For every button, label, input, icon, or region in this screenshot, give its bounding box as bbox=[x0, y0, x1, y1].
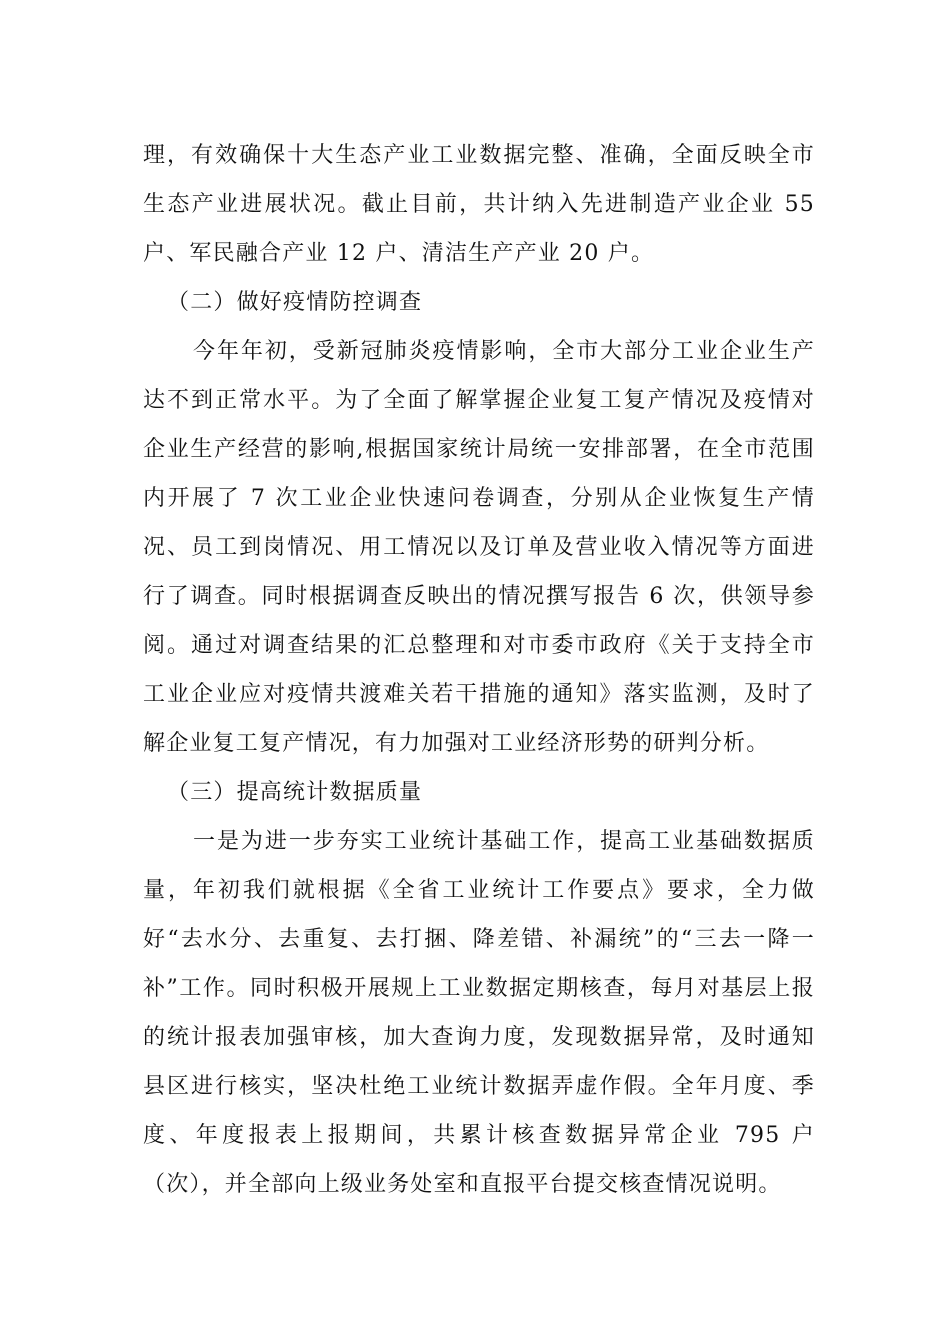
section-heading-3: （三）提高统计数据质量 bbox=[167, 780, 423, 805]
paragraph-continued: 理，有效确保十大生态产业工业数据完整、准确，全面反映全市生态产业进展状况。截止目前，共计纳入先进制造产业企业 55 户、军民融合产业 12 户、清洁生产产业 20 户。 bbox=[143, 143, 815, 266]
document-body bbox=[143, 131, 815, 1209]
paragraph-epidemic-survey: 今年年初，受新冠肺炎疫情影响，全市大部分工业企业生产达不到正常水平。为了全面了解掌握企业复工复产情况及疫情对企业生产经营的影响,根据国家统计局统一安排部署，在全市范围内开展了 7 次工业企业快速问卷调查，分别从企业恢复生产情况、员工到岗情况、用工情况以及订单及营业收入情况等方面进行了调查。同时根据调查反映出的情况撰写报告 6 次，供领导参阅。通过对调查结果的汇总整理和对市委市政府《关于支持全市工业企业应对疫情共渡难关若干措施的通知》落实监测，及时了解企业复工复产情况，有力加强对工业经济形势的研判分析。 bbox=[143, 339, 815, 756]
section-heading-2: （二）做好疫情防控调查 bbox=[167, 290, 423, 315]
paragraph-data-quality: 一是为进一步夯实工业统计基础工作，提高工业基础数据质量，年初我们就根据《全省工业统计工作要点》要求，全力做好“去水分、去重复、去打捆、降差错、补漏统”的“三去一降一补”工作。同时积极开展规上工业数据定期核查，每月对基层上报的统计报表加强审核，加大查询力度，发现数据异常，及时通知县区进行核实，坚决杜绝工业统计数据弄虚作假。全年月度、季度、年度报表上报期间，共累计核查数据异常企业 795 户（次），并全部向上级业务处室和直报平台提交核查情况说明。 bbox=[143, 829, 815, 1197]
